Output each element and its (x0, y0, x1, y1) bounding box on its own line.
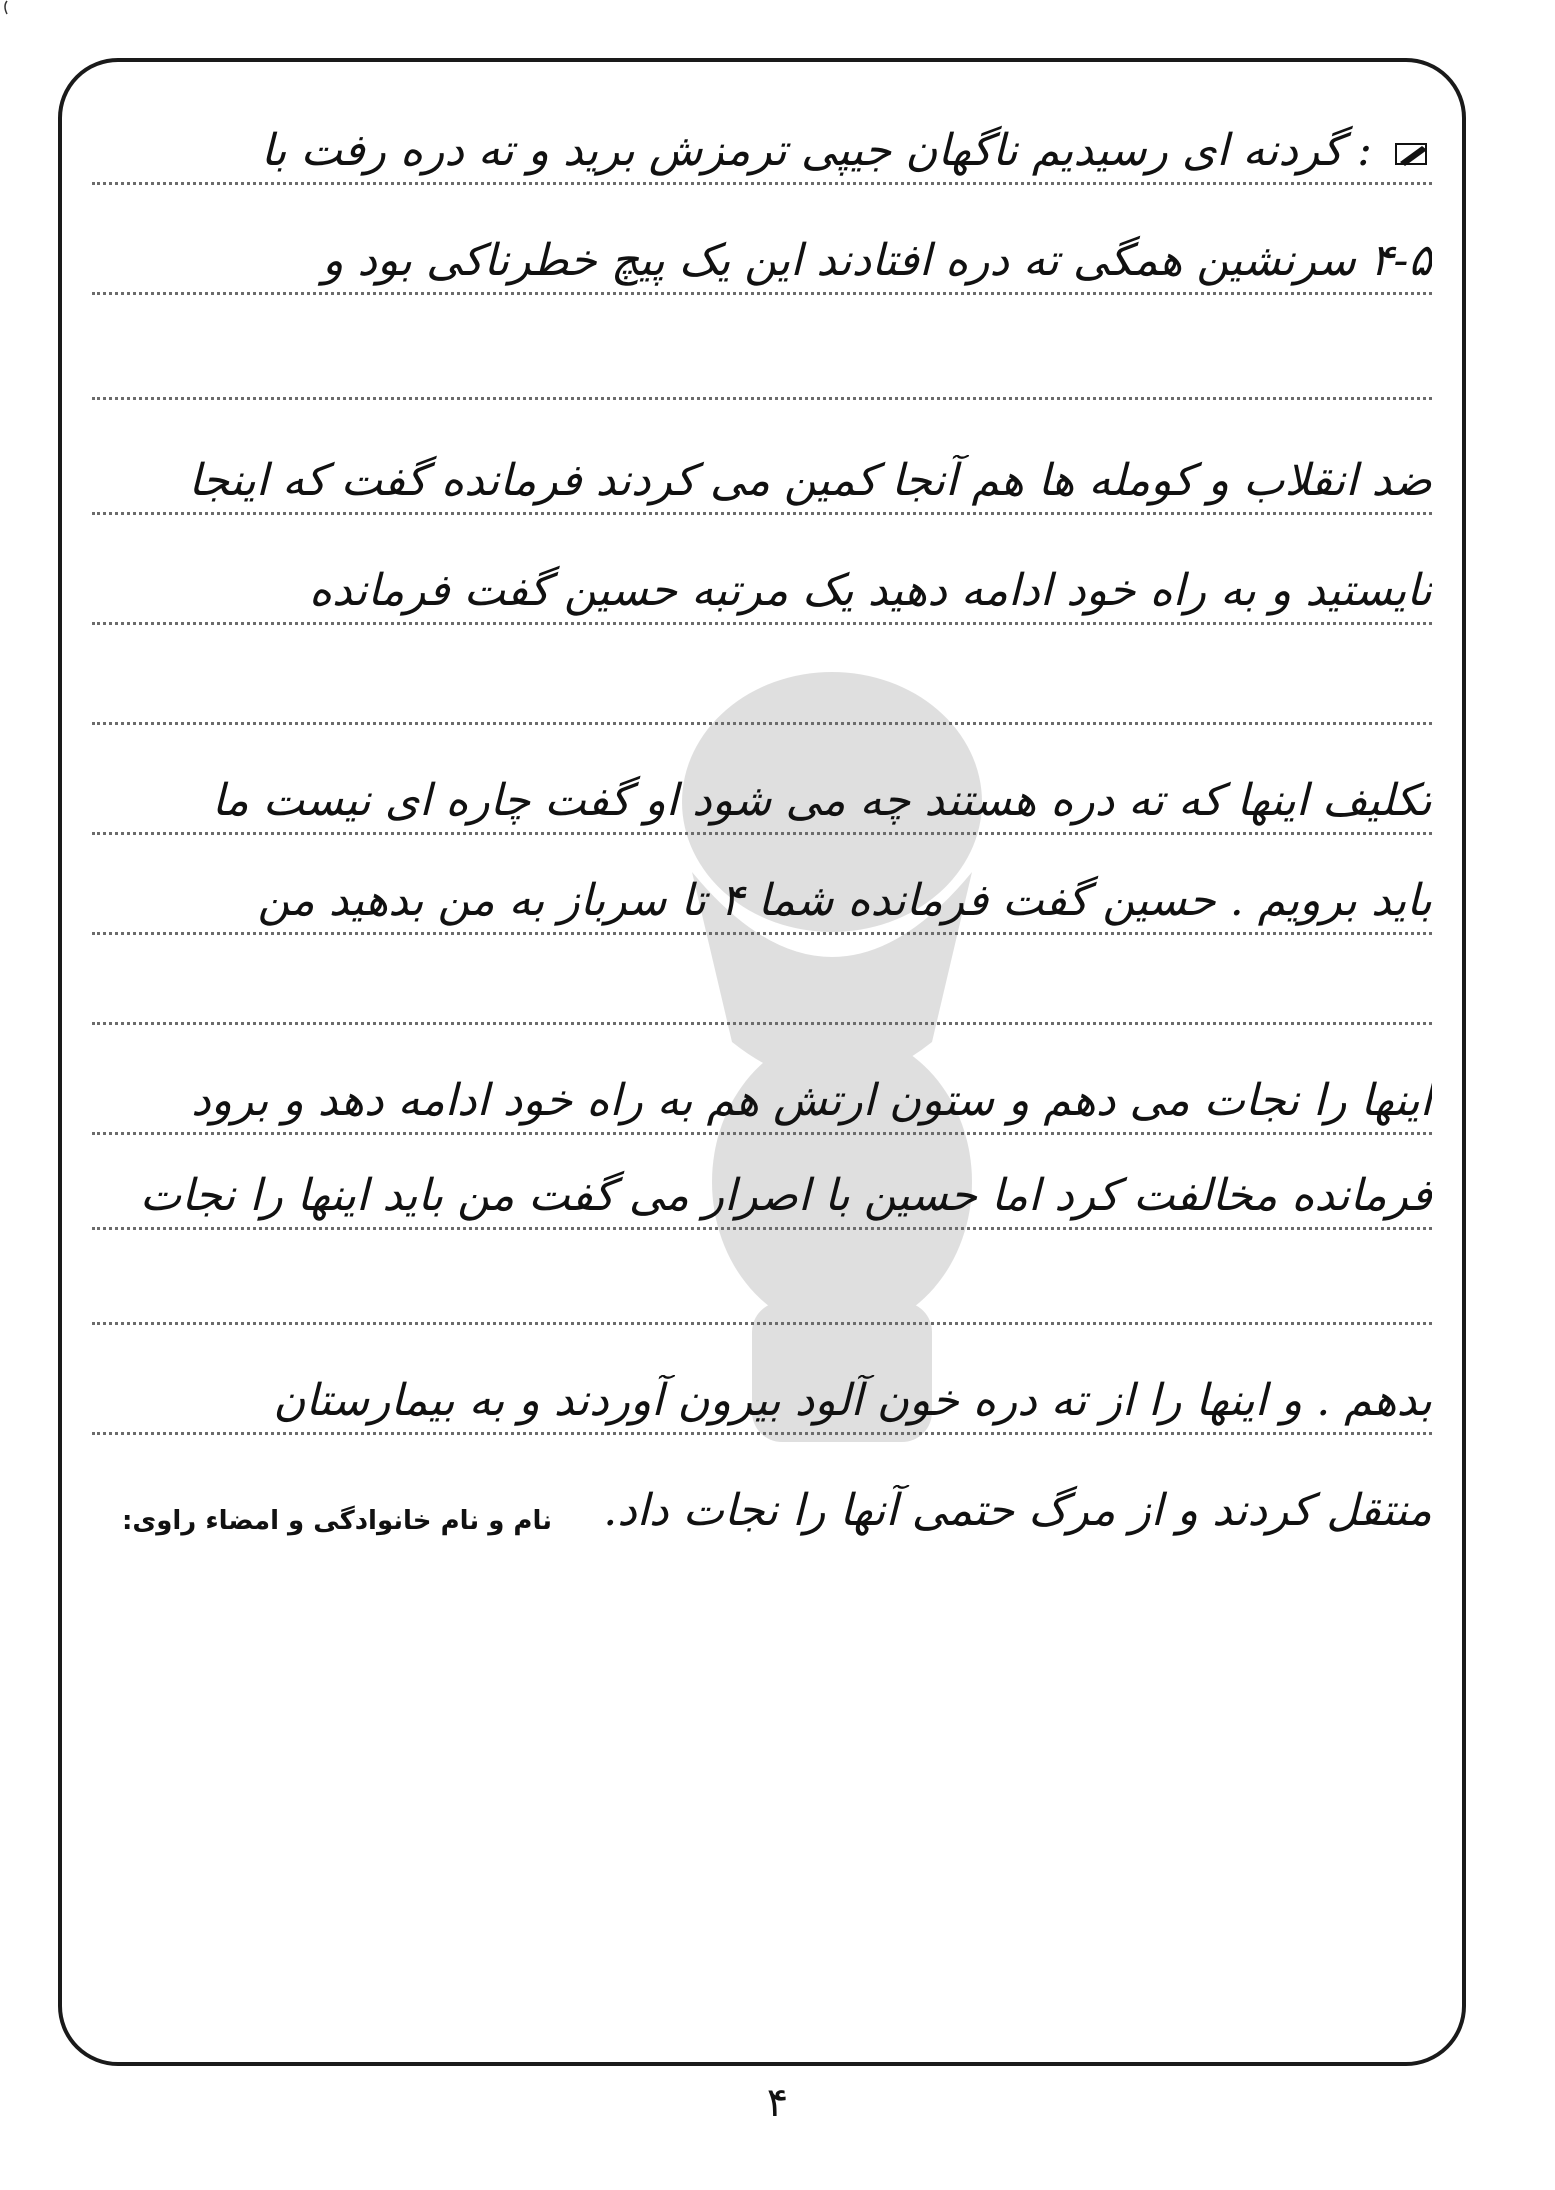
corner-mark (2, 0, 10, 16)
line-text: بدهم . و اینها را از ته دره خون آلود بیرون آوردند و به بیمارستان (273, 1375, 1432, 1426)
text-line (92, 102, 1432, 185)
narrator-signature-label: نام و نام خانوادگی و امضاء راوی: (122, 1506, 552, 1536)
text-line (92, 1052, 1432, 1135)
text-line (92, 212, 1432, 295)
page-frame (58, 58, 1466, 2066)
page-number: ۴ (766, 2080, 789, 2126)
pencil-icon (1394, 140, 1432, 168)
text-line (92, 752, 1432, 835)
line-text: ضد انقلاب و کومله ها هم آنجا کمین می کردند فرمانده گفت که اینجا (188, 455, 1432, 506)
line-text: اینها را نجات می دهم و ستون ارتش هم به راه خود ادامه دهد و برود (191, 1075, 1432, 1126)
text-line (92, 1352, 1432, 1435)
line-text: تکلیف اینها که ته دره هستند چه می شود او گفت چاره ای نیست ما (211, 775, 1432, 826)
text-line (92, 942, 1432, 1025)
line-text: منتقل کردند و از مرگ حتمی آنها را نجات داد. (603, 1485, 1432, 1536)
line-text: باید برویم . حسین گفت فرمانده شما ۴ تا سرباز به من بدهید من (257, 875, 1432, 926)
text-line (92, 852, 1432, 935)
text-line (92, 317, 1432, 400)
line-text: : گردنه ای رسیدیم ناگهان جیپی ترمزش برید و ته دره رفت با (260, 125, 1372, 176)
text-line (92, 1147, 1432, 1230)
text-line (92, 432, 1432, 515)
text-line (92, 1462, 1432, 1542)
text-line (92, 642, 1432, 725)
line-text: نایستید و به راه خود ادامه دهید یک مرتبه حسین گفت فرمانده (308, 565, 1432, 616)
text-line (92, 1242, 1432, 1325)
text-line (92, 542, 1432, 625)
line-text: ۴-۵ سرنشین همگی ته دره افتادند این یک پیچ خطرناکی بود و (322, 235, 1432, 286)
line-text: فرمانده مخالفت کرد اما حسین با اصرار می گفت من باید اینها را نجات (139, 1170, 1432, 1221)
